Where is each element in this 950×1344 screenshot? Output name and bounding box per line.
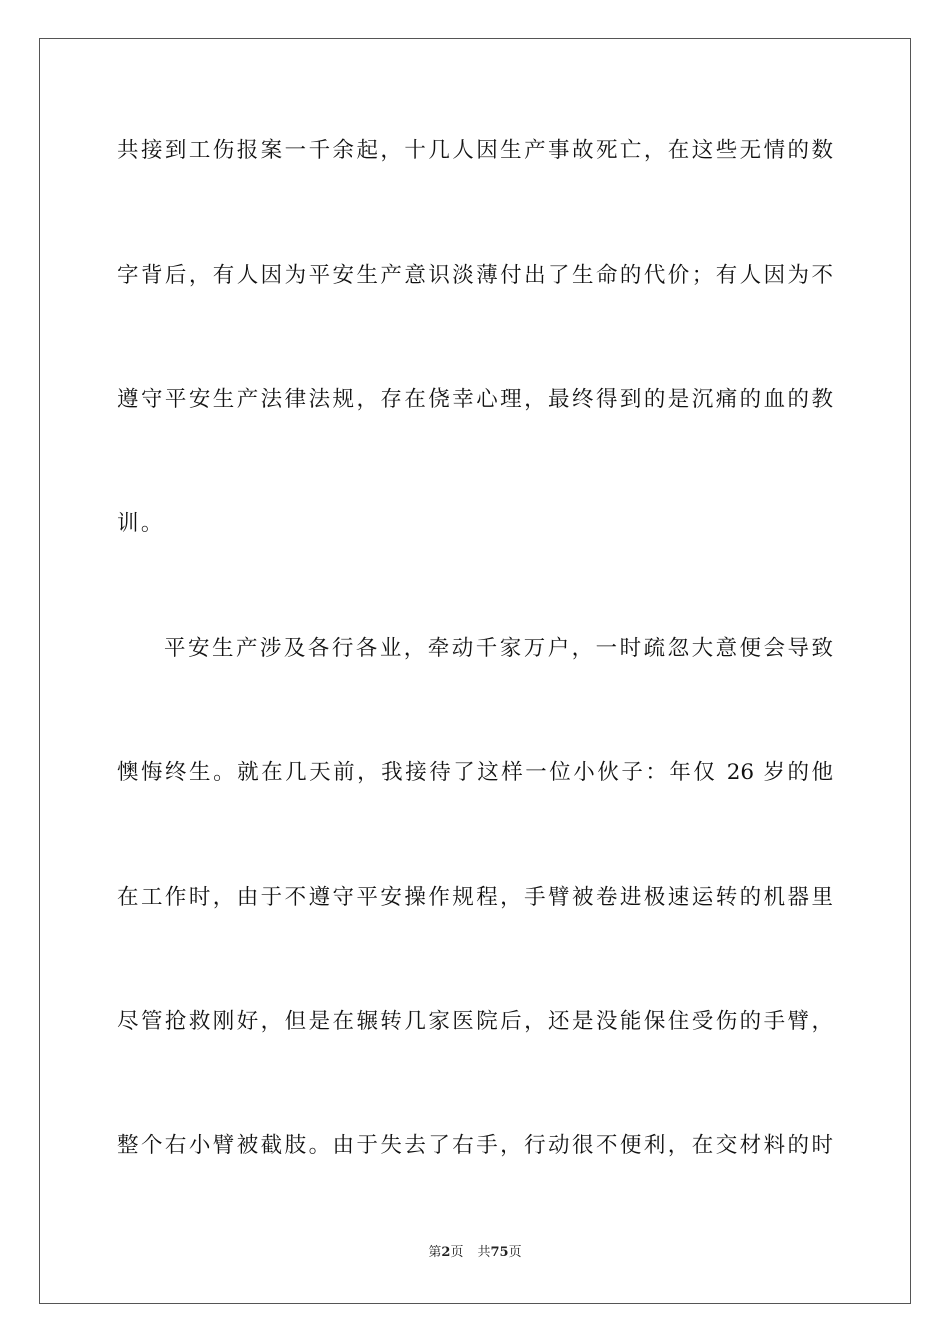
text-line-4: 训。 bbox=[117, 511, 165, 536]
total-suffix: 页 bbox=[508, 1245, 522, 1260]
text-line-2: 字背后，有人因为平安生产意识淡薄付出了生命的代价；有人因为不 bbox=[117, 263, 833, 288]
page-footer bbox=[0, 1244, 950, 1262]
text-line-5: 平安生产涉及各行各业，牵动千家万户，一时疏忽大意便会导致 bbox=[164, 636, 833, 661]
text-line-1: 共接到工伤报案一千余起，十几人因生产事故死亡，在这些无情的数 bbox=[117, 138, 833, 163]
text-line-6: 懊悔终生。就在几天前，我接待了这样一位小伙子：年仅 26 岁的他 bbox=[117, 760, 833, 785]
page-current-number: 2 bbox=[441, 1245, 451, 1260]
text-line-7: 在工作时，由于不遵守平安操作规程，手臂被卷进极速运转的机器里 bbox=[117, 885, 833, 910]
text-line-3: 遵守平安生产法律法规，存在侥幸心理，最终得到的是沉痛的血的教 bbox=[117, 387, 833, 412]
total-prefix: 共 bbox=[477, 1245, 491, 1260]
page-total-number: 75 bbox=[490, 1245, 509, 1260]
text-line-8: 尽管抢救刚好，但是在辗转几家医院后，还是没能保住受伤的手臂， bbox=[117, 1009, 833, 1034]
page-suffix: 页 bbox=[450, 1245, 464, 1260]
text-line-9: 整个右小臂被截肢。由于失去了右手，行动很不便利，在交材料的时 bbox=[117, 1133, 833, 1158]
page-prefix: 第 bbox=[428, 1245, 442, 1260]
page-border bbox=[39, 38, 911, 1304]
